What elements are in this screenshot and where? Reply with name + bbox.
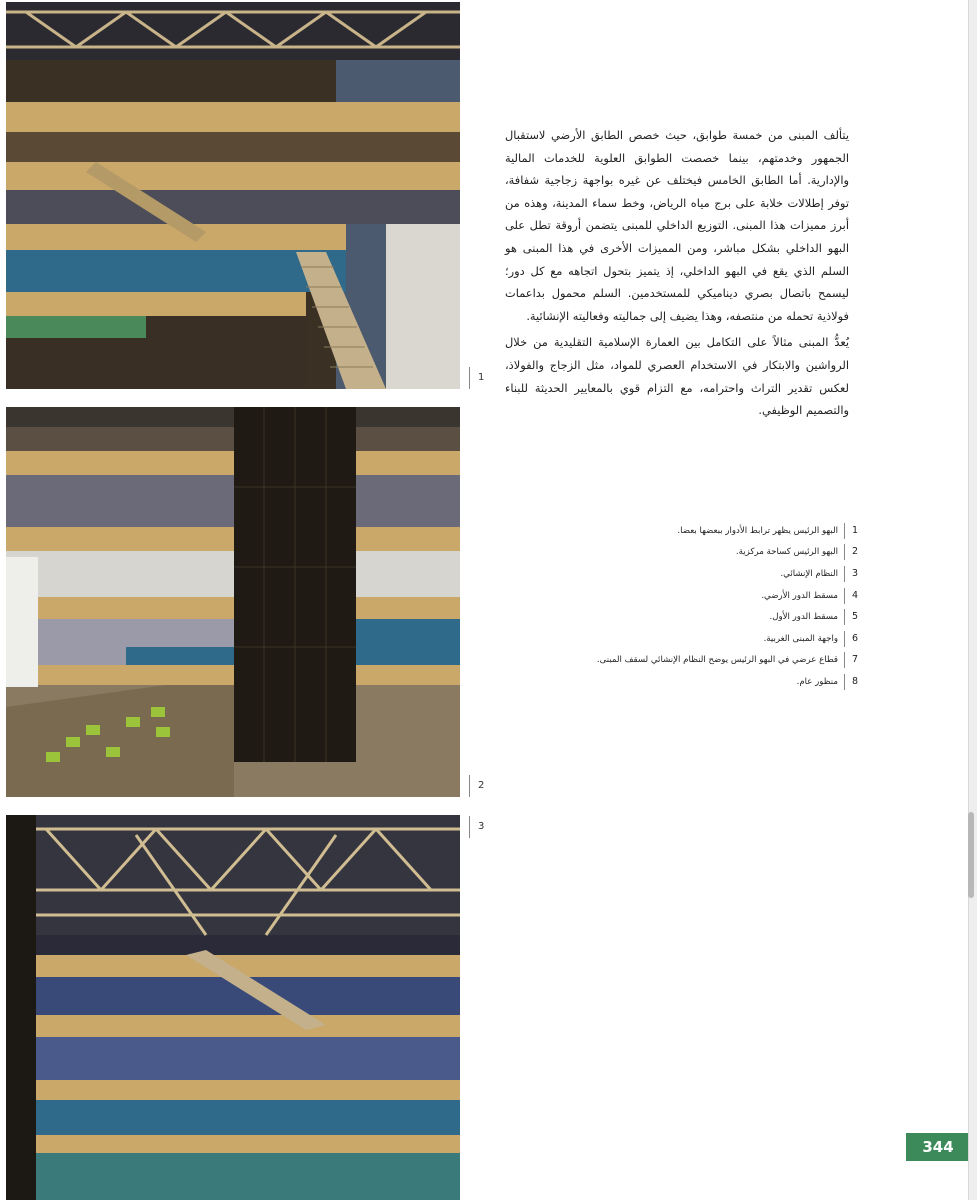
caption-number: 5 (844, 609, 860, 625)
caption-text: مسقط الدور الأرضي. (761, 590, 838, 601)
caption-text: البهو الرئيس يظهر ترابط الأدوار ببعضها بعضا. (677, 525, 838, 536)
caption-text: البهو الرئيس كساحة مركزية. (735, 547, 838, 558)
caption-item (560, 606, 860, 628)
caption-item (560, 585, 860, 607)
captions-list (560, 520, 860, 693)
caption-item (560, 650, 860, 672)
central-atrium-photo (6, 407, 460, 797)
caption-number: 4 (844, 588, 860, 604)
photo-number-3: 3 (469, 816, 484, 838)
caption-text: منظور عام. (796, 676, 838, 687)
scrollbar-thumb[interactable] (968, 812, 974, 898)
structural-system-photo (6, 815, 460, 1200)
caption-item (560, 563, 860, 585)
caption-item (560, 520, 860, 542)
caption-number: 2 (844, 544, 860, 560)
caption-text: مسقط الدور الأول. (769, 612, 838, 623)
caption-text: واجهة المبنى الغربية. (763, 633, 838, 644)
body-paragraph-1: يتألف المبنى من خمسة طوابق، حيث خصص الطابق الأرضي لاستقبال الجمهور وخدمتهم، بينما خصصت الطوابق العلوية للخدمات المالية والإدارية. أما الطابق الخامس فيختلف عن غيره بواجهة زجاجية شفافة، توفر إطلالات خلابة على برج مياه الرياض، وخط سماء المدينة، وهذه من أبرز مميزات هذا المبنى. التوزيع الداخلي للمبنى يتضمن أروقة تطل على البهو الداخلي بشكل مباشر، ومن المميزات الأخرى في هذا المبنى هو السلم الذي يقع في البهو الداخلي، إذ يتميز بتحول اتجاهه مع كل دور؛ ليسمح باتصال بصري ديناميكي للمستخدمين. السلم محمول بداعمات فولاذية تحمله من منتصفه، وهذا يضيف إلى جماليته وفعاليته الإنشائية. (505, 128, 849, 323)
caption-number: 6 (844, 631, 860, 647)
photo-number-1: 1 (469, 367, 484, 389)
caption-text: النظام الإنشائي. (780, 568, 838, 579)
caption-item (560, 671, 860, 693)
caption-item (560, 628, 860, 650)
caption-number: 8 (844, 674, 860, 690)
caption-text: قطاع عرضي في البهو الرئيس يوضح النظام الإنشائي لسقف المبنى. (596, 655, 838, 666)
caption-number: 7 (844, 652, 860, 668)
caption-item (560, 542, 860, 564)
caption-number: 1 (844, 523, 860, 539)
page-number-badge: 344 (906, 1133, 970, 1161)
photo-number-2: 2 (469, 775, 484, 797)
body-paragraph-2: يُعدُّ المبنى مثالاً على التكامل بين العمارة الإسلامية التقليدية من خلال الرواشين والابتكار في الاستخدام العصري للمواد، مثل الزجاج والفولاذ، لعكس تقدير التراث واحترامه، مع التزام قوي بالمعايير الحديثة للبناء والتصميم الوظيفي. (505, 335, 849, 418)
scrollbar-track[interactable] (968, 0, 977, 1200)
body-text (505, 124, 849, 426)
atrium-staircase-photo (6, 2, 460, 389)
caption-number: 3 (844, 566, 860, 582)
